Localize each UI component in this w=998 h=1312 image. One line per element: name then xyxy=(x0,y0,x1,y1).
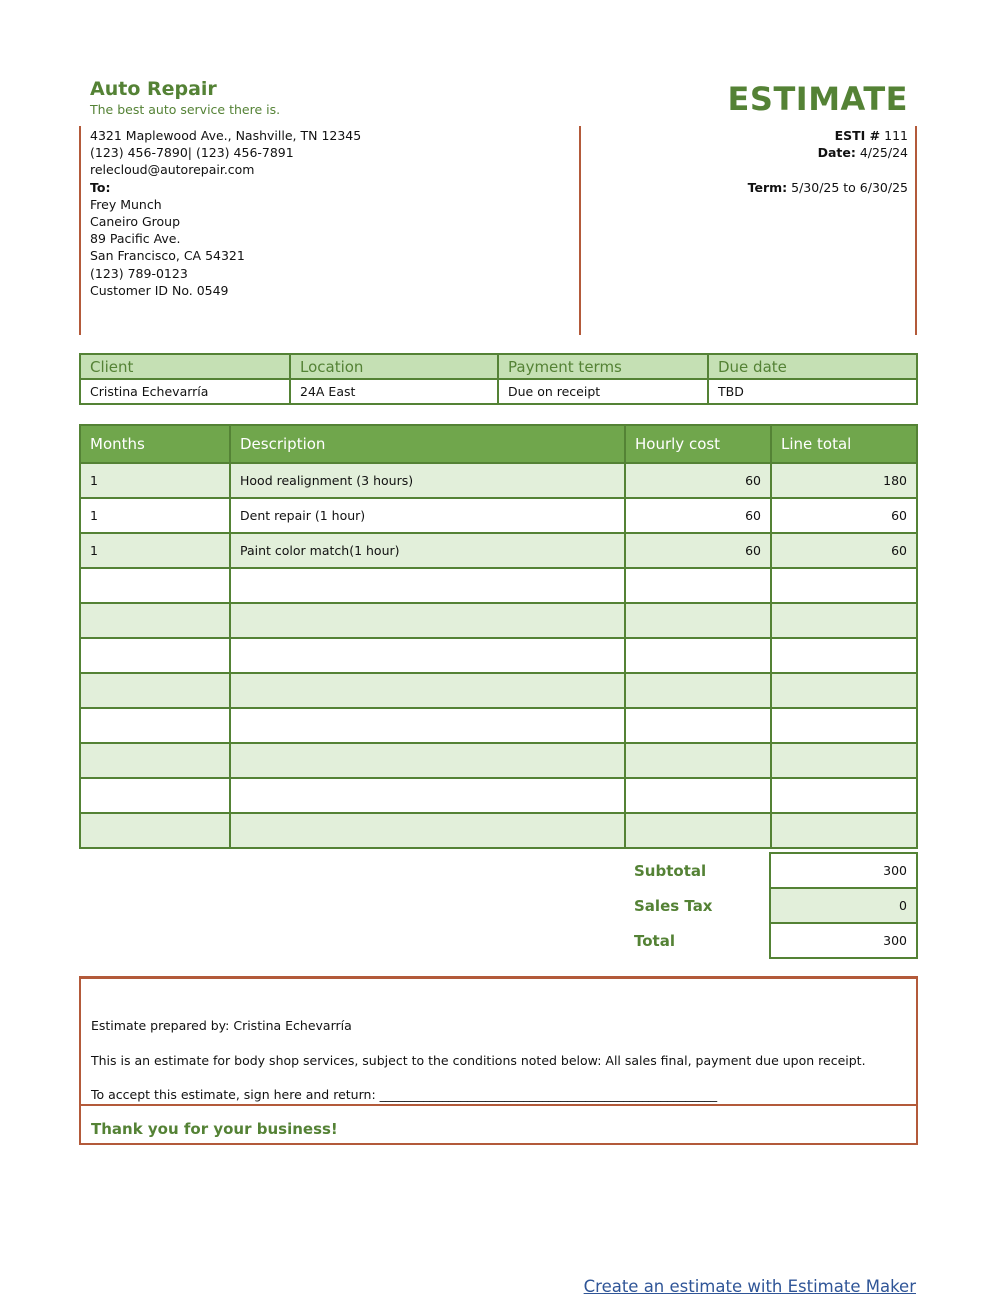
line-total-cell xyxy=(771,813,917,848)
signature-line[interactable]: To accept this estimate, sign here and return: ______________________________________________________ xyxy=(91,1087,718,1102)
table-row xyxy=(80,463,917,498)
payment-terms-value: Due on receipt xyxy=(498,379,708,404)
table-row xyxy=(80,568,917,603)
location-value: 24A East xyxy=(290,379,498,404)
company-name: Auto Repair xyxy=(90,78,217,100)
table-row xyxy=(80,533,917,568)
hourly-cost-cell xyxy=(625,673,771,708)
address-block xyxy=(90,127,361,299)
due-date-header: Due date xyxy=(708,354,917,379)
recipient-city: San Francisco, CA 54321 xyxy=(90,248,245,264)
left-rule xyxy=(79,126,81,335)
table-row xyxy=(80,708,917,743)
description-cell xyxy=(230,778,625,813)
term-line xyxy=(748,179,908,196)
recipient-street: 89 Pacific Ave. xyxy=(90,231,181,247)
months-cell: 1 xyxy=(80,498,230,533)
middle-rule xyxy=(579,126,581,335)
hourly-cost-cell xyxy=(625,568,771,603)
subtotal-label: Subtotal xyxy=(634,861,707,880)
sales-tax-value: 0 xyxy=(770,888,917,923)
right-rule xyxy=(915,126,917,335)
recipient-phone: (123) 789-0123 xyxy=(90,265,188,281)
client-info-table xyxy=(79,353,918,405)
description-cell xyxy=(230,603,625,638)
description-cell xyxy=(230,638,625,673)
conditions-text: This is an estimate for body shop services, subject to the conditions noted below: All sales final, payment due upon receipt. xyxy=(91,1053,866,1068)
sender-email: relecloud@autorepair.com xyxy=(90,162,255,178)
months-cell xyxy=(80,568,230,603)
table-row xyxy=(80,673,917,708)
line-total-cell: 180 xyxy=(771,463,917,498)
subtotal-value: 300 xyxy=(770,853,917,888)
months-cell xyxy=(80,638,230,673)
notes-divider xyxy=(81,1104,916,1106)
description-cell: Hood realignment (3 hours) xyxy=(230,463,625,498)
hourly-cost-cell xyxy=(625,638,771,673)
recipient-name: Frey Munch xyxy=(90,196,162,212)
line-total-cell xyxy=(771,743,917,778)
sales-tax-row xyxy=(625,888,917,923)
hourly-cost-cell xyxy=(625,603,771,638)
description-cell xyxy=(230,568,625,603)
meta-spacer xyxy=(748,161,908,178)
table-row xyxy=(80,498,917,533)
client-value: Cristina Echevarría xyxy=(80,379,290,404)
line-items-table xyxy=(79,424,918,849)
total-value: 300 xyxy=(770,923,917,958)
sender-address: 4321 Maplewood Ave., Nashville, TN 12345 xyxy=(90,128,362,143)
client-info-header-row xyxy=(80,354,917,379)
date-line xyxy=(748,144,908,161)
total-label: Total xyxy=(634,931,675,950)
description-cell xyxy=(230,673,625,708)
items-header-row xyxy=(80,425,917,463)
months-cell xyxy=(80,673,230,708)
line-total-cell: 60 xyxy=(771,498,917,533)
totals-table xyxy=(625,852,918,959)
client-info-row xyxy=(80,379,917,404)
line-total-cell xyxy=(771,568,917,603)
estimate-number-label: ESTI # xyxy=(834,128,881,143)
months-cell: 1 xyxy=(80,533,230,568)
description-cell xyxy=(230,743,625,778)
hourly-cost-cell xyxy=(625,778,771,813)
description-cell: Paint color match(1 hour) xyxy=(230,533,625,568)
hourly-cost-cell: 60 xyxy=(625,463,771,498)
hourly-cost-header: Hourly cost xyxy=(625,425,771,463)
months-cell xyxy=(80,603,230,638)
months-header: Months xyxy=(80,425,230,463)
months-cell: 1 xyxy=(80,463,230,498)
hourly-cost-cell: 60 xyxy=(625,498,771,533)
line-total-cell xyxy=(771,638,917,673)
due-date-value: TBD xyxy=(718,384,744,399)
estimate-number: 111 xyxy=(884,128,908,143)
description-cell xyxy=(230,708,625,743)
table-row xyxy=(80,603,917,638)
prepared-by: Estimate prepared by: Cristina Echevarría xyxy=(91,1018,352,1033)
description-header: Description xyxy=(230,425,625,463)
months-cell xyxy=(80,708,230,743)
months-cell xyxy=(80,743,230,778)
total-row xyxy=(625,923,917,958)
table-row xyxy=(80,638,917,673)
hourly-cost-cell xyxy=(625,813,771,848)
term-value: 5/30/25 to 6/30/25 xyxy=(791,179,908,195)
hourly-cost-cell: 60 xyxy=(625,533,771,568)
line-total-cell xyxy=(771,778,917,813)
estimate-number-line xyxy=(748,127,908,144)
location-header: Location xyxy=(290,354,498,379)
hourly-cost-cell xyxy=(625,708,771,743)
months-cell xyxy=(80,813,230,848)
date-value: 4/25/24 xyxy=(859,145,908,161)
line-total-header: Line total xyxy=(771,425,917,463)
months-cell xyxy=(80,778,230,813)
line-total-cell xyxy=(771,603,917,638)
estimate-maker-link[interactable]: Create an estimate with Estimate Maker xyxy=(583,1277,916,1296)
client-header: Client xyxy=(80,354,290,379)
line-total-cell xyxy=(771,708,917,743)
line-total-cell: 60 xyxy=(771,533,917,568)
document-title: ESTIMATE xyxy=(727,80,908,118)
payment-terms-header: Payment terms xyxy=(498,354,708,379)
company-tagline: The best auto service there is. xyxy=(90,102,281,117)
subtotal-row xyxy=(625,853,917,888)
customer-id: Customer ID No. 0549 xyxy=(90,282,229,298)
thank-you-message: Thank you for your business! xyxy=(91,1120,338,1138)
to-label: To: xyxy=(90,179,111,195)
description-cell xyxy=(230,813,625,848)
term-label: Term: xyxy=(747,179,788,195)
sales-tax-label: Sales Tax xyxy=(634,896,713,915)
description-cell: Dent repair (1 hour) xyxy=(230,498,625,533)
hourly-cost-cell xyxy=(625,743,771,778)
recipient-company: Caneiro Group xyxy=(90,214,181,230)
table-row xyxy=(80,778,917,813)
notes-box xyxy=(79,976,918,1145)
date-label: Date: xyxy=(817,145,856,161)
table-row xyxy=(80,743,917,778)
estimate-meta xyxy=(748,127,908,196)
sender-phones: (123) 456-7890| (123) 456-7891 xyxy=(90,145,294,161)
table-row xyxy=(80,813,917,848)
line-total-cell xyxy=(771,673,917,708)
